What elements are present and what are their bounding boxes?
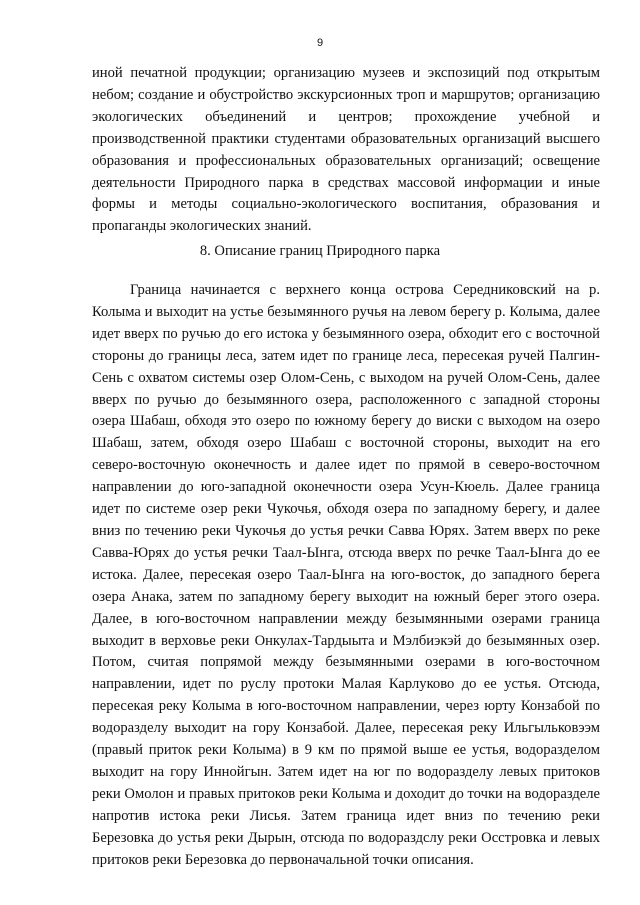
section-heading-borders: 8. Описание границ Природного парка [199,243,441,259]
paragraph-border-description: Граница начинается с верхнего конца острова Середниковский на р. Колыма и выходит на устье безымянного ручья на левом берегу р. Колыма, далее идет вверх по ручью до его истока у безымянного озера, обходит его с восточной стороны до границы леса, затем идет по границе леса, пересекая ручей Палгин-Сень с охватом системы озер Олом-Сень, с выходом на ручей Олом-Сень, далее вверх по ручью до безымянного озера, расположенного с западной стороны озера Шабаш, обходя это озеро по южному берегу до виски с выходом на озеро Шабаш, затем, обходя озеро Шабаш с восточной стороны, выходит на его северо-восточную оконечность и далее идет по прямой в северо-восточном направлении до юго-западной оконечности озера Усун-Кюель. Далее граница идет по системе озер реки Чукочья, обходя озера по западному берегу, и далее вниз по течению реки Чукочья до устья речки Савва Юрях. Затем вверх по реке Савва-Юрях до устья речки Таал-Ынга, отсюда вверх по речке Таал-Ынга до ее истока. Далее, пересекая озеро Таал-Ынга на юго-восток, до западного берега озера Анака, затем по западному берегу выходит на южный берег этого озера. Далее, в юго-восточном направлении между безымянными озерами граница выходит в верховье реки Онкулах-Тардыыта и Мэлбиэкэй до безымянных озер. Потом, считая попрямой между безымянными озерами в юго-восточном направлении, идет по руслу протоки Малая Карлуково до ее устья. Отсюда, пересекая реку Колыма в юго-восточном направлении, через юрту Конзабой по водоразделу выходит на гору Конзабой. Далее, пересекая реку Ильгыльковээм (правый приток реки Колыма) в 9 км по прямой выше ее устья, водоразделом выходит на гору Иннойгын. Затем идет на юг по водоразделу левых притоков реки Омолон и правых притоков реки Колыма и доходит до точки на водоразделе напротив истока реки Лисья. Затем граница идет вниз по течению реки Березовка до устья реки Дырын, отсюда по водораздслу реки Осстровка и левых притоков реки Березовка до первоначальной точки описания. [92,282,600,868]
page-number: 9 [316,37,324,49]
paragraph-education-activities: иной печатной продукции; организацию музеев и экспозиций под открытым небом; создание и обустройство экскурсионных троп и маршрутов; организацию экологических объединений и центров; прохождение учебной и производственной практики студентами образовательных организаций высшего образования и профессиональных образовательных организаций; освещение деятельности Природного парка в средствах массовой информации и иные формы и методы социально-экологического воспитания, образования и пропаганды экологических знаний. [92,65,600,235]
